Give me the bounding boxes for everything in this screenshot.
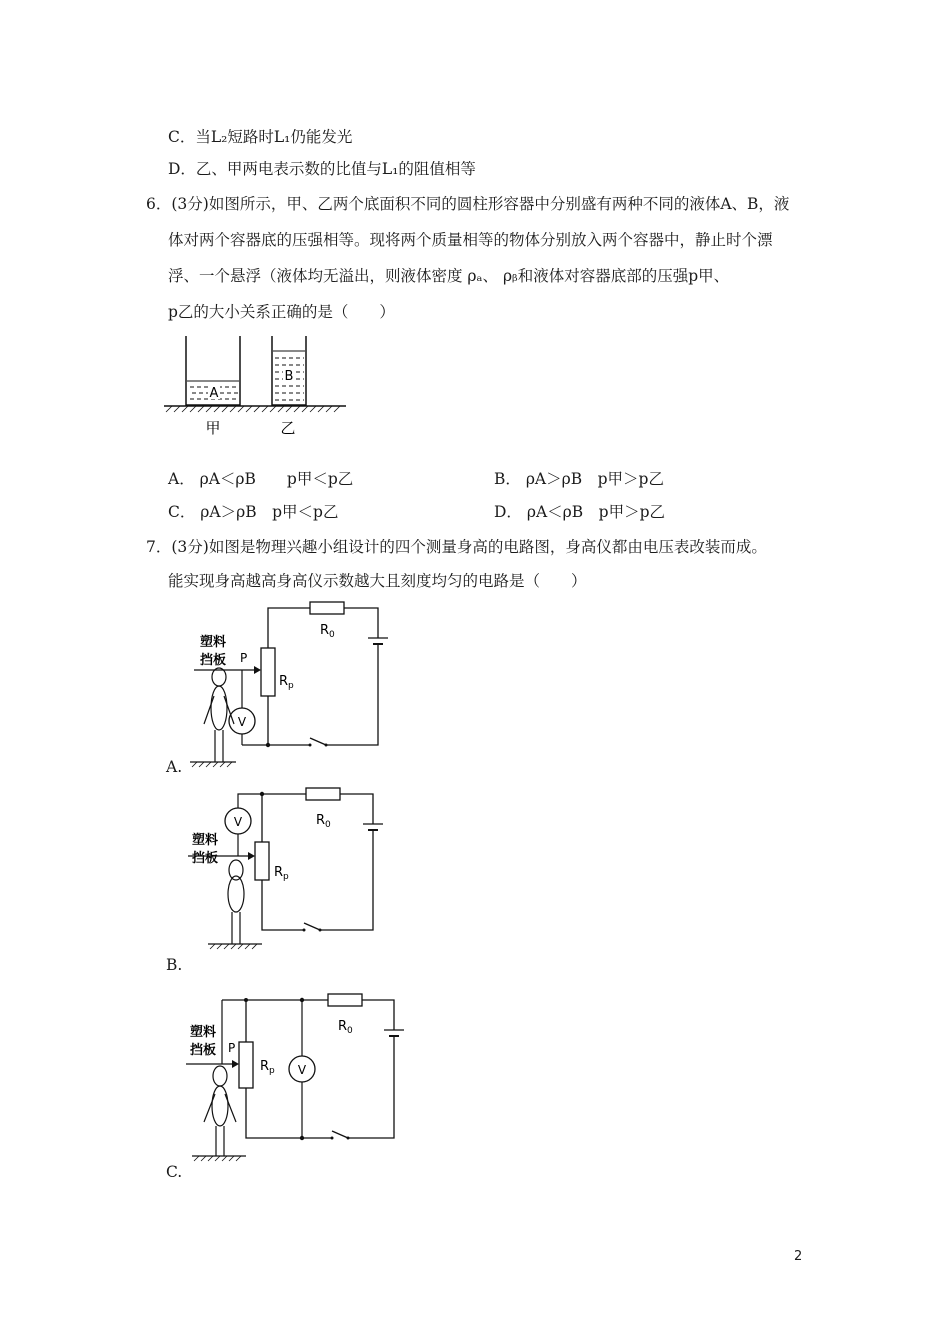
circuit-a-figure xyxy=(180,598,410,777)
q6-option-c: C． ρA＞ρB p甲＜p乙 xyxy=(168,503,339,521)
rp-label: $R_p$ xyxy=(260,1059,275,1076)
page-number: 2 xyxy=(794,1249,803,1264)
svg-text:塑料: 塑料 xyxy=(200,635,227,650)
rp-resistor xyxy=(255,842,269,880)
q6-option-a: A． ρA＜ρB p甲＜p乙 xyxy=(168,470,354,488)
label-jia: 甲 xyxy=(205,419,221,437)
q6-option-b: B． ρA＞ρB p甲＞p乙 xyxy=(494,470,664,488)
r0-resistor xyxy=(310,602,344,614)
rp-label: $R_p$ xyxy=(279,674,294,691)
r0-resistor xyxy=(306,788,340,800)
svg-text:挡板: 挡板 xyxy=(200,653,227,668)
r0-label: $R_0$ xyxy=(316,813,331,830)
svg-text:V: V xyxy=(237,715,247,729)
svg-text:塑料: 塑料 xyxy=(190,1025,217,1040)
person-head-icon xyxy=(229,860,243,880)
label-yi: 乙 xyxy=(280,419,296,437)
person-body-icon xyxy=(212,1086,228,1126)
rp-label: $R_p$ xyxy=(274,865,289,882)
q7-stem-line-2: 能实现身高越高身高仪示数越大且刻度均匀的电路是（ ） xyxy=(168,572,587,590)
circuit-b-figure xyxy=(180,786,410,970)
svg-text:挡板: 挡板 xyxy=(192,851,219,866)
svg-text:挡板: 挡板 xyxy=(190,1043,217,1058)
circuit-c-figure xyxy=(180,990,420,1174)
svg-text:V: V xyxy=(233,815,243,829)
q5-option-c: C．当L₂短路时L₁仍能发光 xyxy=(168,128,353,146)
r0-label: $R_0$ xyxy=(338,1019,353,1036)
person-body-icon xyxy=(211,686,227,730)
q6-stem-line-2: 体对两个容器底的压强相等。现将两个质量相等的物体分别放入两个容器中，静止时个漂 xyxy=(168,231,773,249)
q6-container-figure xyxy=(160,334,350,448)
person-body-icon xyxy=(228,876,244,912)
person-head-icon xyxy=(212,668,226,686)
q7-option-c-label: C. xyxy=(166,1163,183,1181)
person-head-icon xyxy=(213,1066,227,1086)
q6-stem-line-1: 6．(3分)如图所示，甲、乙两个底面积不同的圆柱形容器中分别盛有两种不同的液体A、B，液 xyxy=(146,195,790,213)
svg-text:P: P xyxy=(228,1041,236,1055)
q6-stem-line-3: 浮、一个悬浮（液体均无溢出，则液体密度 ρₐ、 ρᵦ和液体对容器底部的压强p甲、 xyxy=(168,267,730,285)
svg-text:塑料: 塑料 xyxy=(192,833,219,848)
svg-text:P: P xyxy=(240,651,248,665)
q7-option-a-label: A. xyxy=(166,758,183,776)
rp-resistor xyxy=(261,648,275,696)
q6-option-d: D． ρA＜ρB p甲＞p乙 xyxy=(494,503,666,521)
liquid-b-label: B xyxy=(284,369,294,384)
svg-text:V: V xyxy=(297,1063,307,1077)
q7-option-b-label: B. xyxy=(166,956,183,974)
r0-label: $R_0$ xyxy=(320,623,335,640)
q6-stem-line-4: p乙的大小关系正确的是（ ） xyxy=(168,303,395,321)
rp-resistor xyxy=(239,1042,253,1088)
q7-stem-line-1: 7．(3分)如图是物理兴趣小组设计的四个测量身高的电路图，身高仪都由电压表改装而成。 xyxy=(146,538,767,556)
liquid-a-label: A xyxy=(209,386,219,401)
r0-resistor xyxy=(328,994,362,1006)
q5-option-d: D．乙、甲两电表示数的比值与L₁的阻值相等 xyxy=(168,160,476,178)
